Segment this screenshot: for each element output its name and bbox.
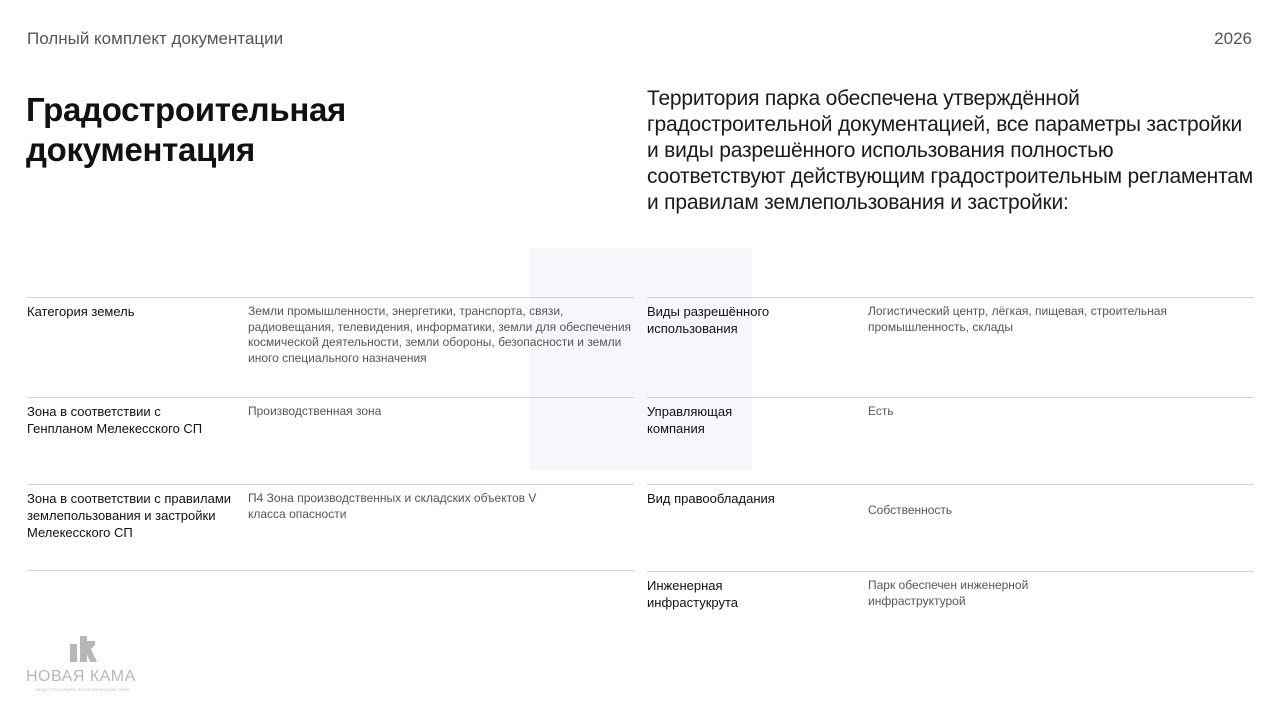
table-row xyxy=(647,297,1254,397)
row-label: Виды разрешённого использования xyxy=(647,304,770,336)
row-label: Зона в соответствии с правилами землепользования и застройки Мелекесского СП xyxy=(27,491,232,540)
section-label: Полный комплект документации xyxy=(27,29,284,48)
land-info-table-right xyxy=(647,297,1254,632)
row-value: Производственная зона xyxy=(248,404,382,418)
table-row xyxy=(647,397,1254,484)
row-value: Логистический центр, лёгкая, пищевая, строительная промышленность, склады xyxy=(868,304,1167,334)
table-row xyxy=(27,397,634,484)
table-row xyxy=(647,571,1254,632)
row-value: П4 Зона производственных и складских объектов V класса опасности xyxy=(248,491,537,521)
row-value: Земли промышленности, энергетики, транспорта, связи, радиовещания, телевидения, информатики, земли для обеспечения космической деятельности, земли обороны, безопасности и земли иного специального назначения xyxy=(248,304,632,365)
table-row xyxy=(647,484,1254,571)
table-row xyxy=(27,484,634,571)
intro-paragraph: Территория парка обеспечена утверждённой градостроительной документацией, все параметры застройки и виды разрешённого использования полностью соответствуют действующим градостроительным регламентам и правилам землепользования и застройки: xyxy=(647,87,1253,214)
logo-name: НОВАЯ КАМА xyxy=(26,668,136,685)
row-label: Категория земель xyxy=(27,304,135,319)
row-label: Вид правообладания xyxy=(647,491,775,506)
page-title: Градостроительная документация xyxy=(26,91,346,168)
k-logo-icon xyxy=(70,636,98,662)
row-label: Управляющая компания xyxy=(647,404,733,436)
row-value: Есть xyxy=(868,404,894,418)
table-row xyxy=(27,297,634,397)
company-logo xyxy=(26,636,156,696)
logo-tagline: ИНДУСТРИАЛЬНО-ЛОГИСТИЧЕСКИЙ ПАРК xyxy=(36,687,130,692)
row-value: Собственность xyxy=(868,503,953,517)
row-label: Зона в соответствии с Генпланом Мелекесского СП xyxy=(27,404,203,436)
row-label: Инженерная инфрастукрута xyxy=(647,578,739,610)
land-info-table-left xyxy=(27,297,634,571)
year-label: 2026 xyxy=(1214,29,1252,48)
row-value: Парк обеспечен инженерной инфраструктурой xyxy=(868,578,1029,608)
